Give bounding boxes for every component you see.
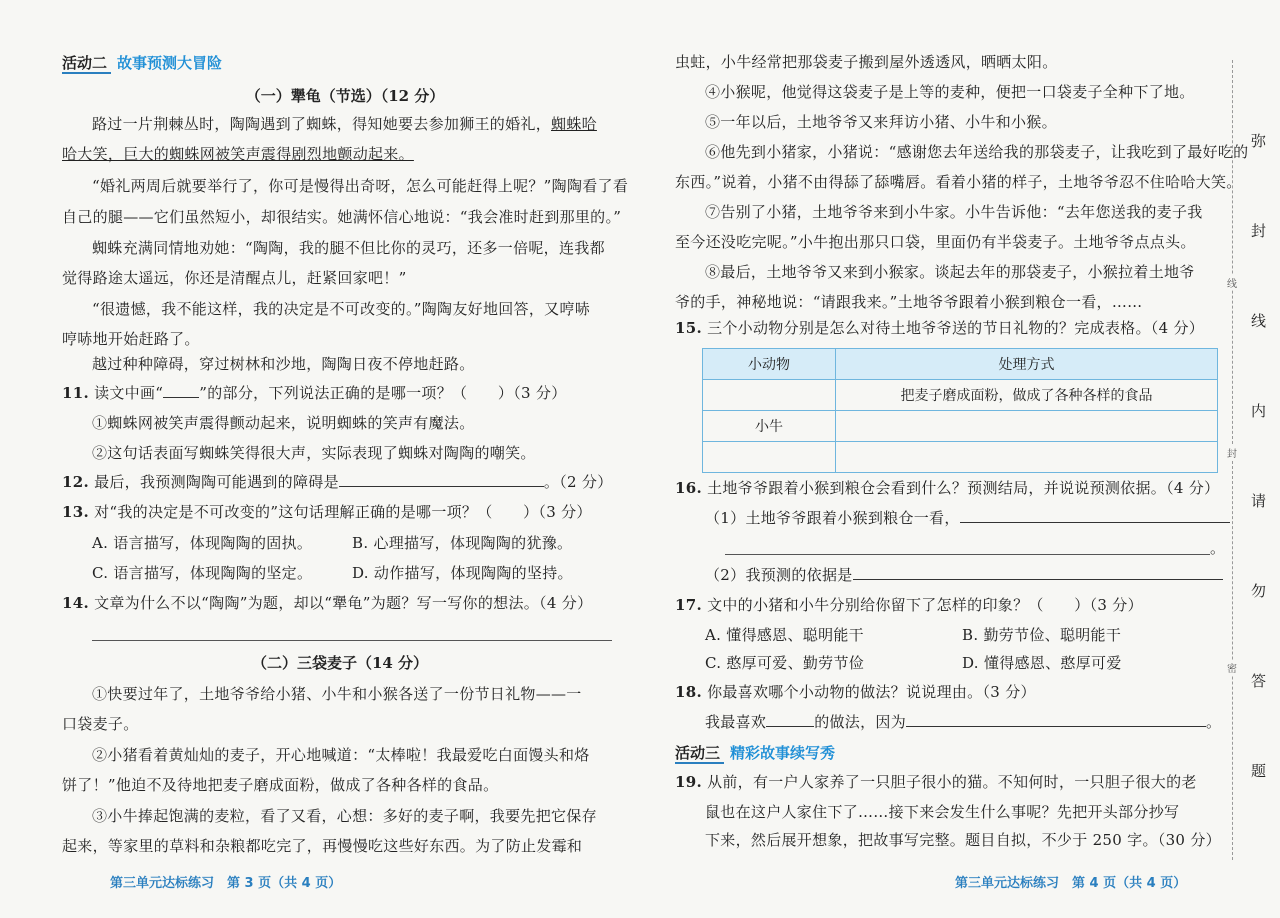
question-19 — [675, 772, 1197, 792]
paragraph-line — [92, 114, 597, 134]
paragraph-line: 至今还没吃完呢。”小牛抱出那只口袋，里面仍有半袋麦子。土地爷爷点点头。 — [675, 233, 1196, 251]
seal-char: 内 — [1251, 402, 1267, 420]
paragraph-line: 东西。”说着，小猪不由得舔了舔嘴唇。看着小猪的样子，土地爷爷忍不住哈哈大笑。 — [675, 173, 1242, 191]
question-number: 14. — [62, 594, 89, 612]
option-d: D. 懂得感恩、憨厚可爱 — [962, 654, 1122, 672]
paragraph-line: “婚礼两周后就要举行了，你可是慢得出奇呀，怎么可能赶得上呢？”陶陶看了看 — [92, 177, 629, 195]
answer-blank[interactable] — [339, 472, 544, 487]
option-a: A. 语言描写，体现陶陶的固执。 — [92, 534, 313, 552]
paragraph-line: 哼哧地开始赶路了。 — [62, 330, 200, 348]
table-cell[interactable] — [703, 442, 836, 473]
paragraph-line: 觉得路途太遥远，你还是清醒点儿，赶紧回家吧！” — [62, 269, 407, 287]
seal-char: 题 — [1251, 762, 1267, 780]
paragraph-line: 起来，等家里的草料和杂粮都吃完了，再慢慢吃这些好东西。为了防止发霉和 — [62, 837, 583, 855]
paragraph-line: 下来，然后展开想象，把故事写完整。题目自拟，不少于 250 字。（30 分） — [705, 831, 1221, 849]
answer-line[interactable] — [725, 554, 1210, 555]
paragraph-line: “很遗憾，我不能这样，我的决定是不可改变的。”陶陶友好地回答，又哼哧 — [92, 300, 591, 318]
question-number: 16. — [675, 479, 702, 497]
question-18 — [675, 682, 1036, 702]
question-text: 三个小动物分别是怎么对待土地爷爷送的节日礼物的？完成表格。（4 分） — [707, 319, 1205, 337]
seal-char: 弥 — [1251, 132, 1267, 150]
question-13 — [62, 502, 592, 522]
answer-blank[interactable] — [906, 712, 1206, 727]
question-number: 19. — [675, 773, 702, 791]
option-c: C. 憨厚可爱、勤劳节俭 — [705, 654, 865, 672]
question-text: 从前，有一户人家养了一只胆子很小的猫。不知何时，一只胆子很大的老 — [707, 773, 1197, 791]
question-text: 我最喜欢 — [705, 713, 767, 731]
table-cell[interactable] — [836, 442, 1218, 473]
underline-mark — [163, 383, 199, 398]
paragraph-line: 鼠也在这户人家住下了……接下来会发生什么事呢？先把开头部分抄写 — [705, 803, 1180, 821]
table-row — [703, 442, 1218, 473]
question-text: （1）土地爷爷跟着小猴到粮仓一看， — [705, 509, 960, 527]
answer-blank[interactable] — [853, 565, 1223, 580]
period-mark: 。 — [1210, 539, 1226, 557]
seal-char: 勿 — [1251, 582, 1267, 600]
underlined-text: 蜘蛛哈 — [551, 115, 597, 133]
seal-char: 线 — [1251, 312, 1267, 330]
paragraph-line: ⑦告别了小猪，土地爷爷来到小牛家。小牛告诉他：“去年您送我的麦子我 — [705, 203, 1203, 221]
question-12 — [62, 472, 613, 492]
paragraph-line: ⑥他先到小猪家，小猪说：“感谢您去年送给我的那袋麦子，让我吃到了最好吃的 — [705, 143, 1249, 161]
question-text: 最后，我预测陶陶可能遇到的障碍是 — [94, 473, 339, 491]
question-number: 11. — [62, 384, 89, 402]
seal-char: 请 — [1251, 492, 1267, 510]
answer-line[interactable] — [92, 640, 612, 641]
answer-blank[interactable] — [960, 508, 1230, 523]
option-b: B. 勤劳节俭、聪明能干 — [962, 626, 1122, 644]
activity-name: 精彩故事续写秀 — [730, 744, 836, 762]
table-cell: 把麦子磨成面粉，做成了各种各样的食品 — [836, 380, 1218, 411]
seal-small-char: 封 — [1227, 445, 1237, 460]
table-row — [703, 380, 1218, 411]
table-header-cell: 小动物 — [703, 349, 836, 380]
text: 路过一片荆棘丛时，陶陶遇到了蜘蛛，得知她要去参加狮王的婚礼， — [92, 115, 552, 133]
activity-tag: 活动二 — [62, 54, 111, 74]
question-text: 土地爷爷跟着小猴到粮仓会看到什么？预测结局，并说说预测依据。（4 分） — [707, 479, 1220, 497]
paragraph-line: 虫蛀，小牛经常把那袋麦子搬到屋外透透风，晒晒太阳。 — [675, 53, 1058, 71]
paragraph-line: 饼了！”他迫不及待地把麦子磨成面粉，做成了各种各样的食品。 — [62, 776, 499, 794]
activity-name: 故事预测大冒险 — [117, 54, 223, 72]
answer-table — [702, 348, 1218, 473]
paragraph-line: ⑧最后，土地爷爷又来到小猴家。谈起去年的那袋麦子，小猴拉着土地爷 — [705, 263, 1195, 281]
option-line: ①蜘蛛网被笑声震得颤动起来，说明蜘蛛的笑声有魔法。 — [92, 414, 475, 432]
question-text: 的做法，因为 — [814, 713, 907, 731]
question-tail: 。（2 分） — [543, 473, 613, 491]
seal-line-sidebar — [1227, 60, 1279, 860]
table-row — [703, 411, 1218, 442]
question-text: ”的部分，下列说法正确的是哪一项？（ ）（3 分） — [199, 384, 567, 402]
option-b: B. 心理描写，体现陶陶的犹豫。 — [352, 534, 573, 552]
question-15 — [675, 318, 1204, 338]
paragraph-line: 越过种种障碍，穿过树林和沙地，陶陶日夜不停地赶路。 — [92, 355, 475, 373]
part-one-title: （一）犟龟（节选）（12 分） — [245, 87, 445, 105]
paragraph-line: 自己的腿——它们虽然短小，却很结实。她满怀信心地说：“我会准时赶到那里的。” — [62, 208, 622, 226]
seal-char: 答 — [1251, 672, 1267, 690]
paragraph-line: ③小牛捧起饱满的麦粒，看了又看，心想：多好的麦子啊，我要先把它保存 — [92, 807, 597, 825]
seal-small-char: 密 — [1227, 660, 1237, 675]
table-header-row — [703, 349, 1218, 380]
option-a: A. 懂得感恩、聪明能干 — [705, 626, 864, 644]
activity-three-header — [675, 742, 835, 763]
question-text: 对“我的决定是不可改变的”这句话理解正确的是哪一项？（ ）（3 分） — [94, 503, 592, 521]
paragraph-line: ⑤一年以后，土地爷爷又来拜访小猪、小牛和小猴。 — [705, 113, 1057, 131]
question-text: 文中的小猪和小牛分别给你留下了怎样的印象？（ ）（3 分） — [707, 596, 1143, 614]
question-number: 18. — [675, 683, 702, 701]
option-d: D. 动作描写，体现陶陶的坚持。 — [352, 564, 573, 582]
activity-tag: 活动三 — [675, 744, 724, 764]
paragraph-line: ④小猴呢，他觉得这袋麦子是上等的麦种，便把一口袋麦子全种下了地。 — [705, 83, 1195, 101]
question-text: （2）我预测的依据是 — [705, 566, 853, 584]
question-text: 你最喜欢哪个小动物的做法？说说理由。（3 分） — [707, 683, 1036, 701]
table-header-cell: 处理方式 — [836, 349, 1218, 380]
answer-blank[interactable] — [766, 712, 814, 727]
table-cell[interactable] — [836, 411, 1218, 442]
question-number: 17. — [675, 596, 702, 614]
option-line: ②这句话表面写蜘蛛笑得很大声，实际表现了蜘蛛对陶陶的嘲笑。 — [92, 444, 536, 462]
seal-small-char: 线 — [1227, 275, 1237, 290]
part-two-title: （二）三袋麦子（14 分） — [251, 654, 429, 672]
question-11 — [62, 383, 567, 403]
question-17 — [675, 595, 1143, 615]
question-text: 文章为什么不以“陶陶”为题，却以“犟龟”为题？写一写你的想法。（4 分） — [94, 594, 593, 612]
table-cell: 小牛 — [703, 411, 836, 442]
paragraph-line: 蜘蛛充满同情地劝她：“陶陶，我的腿不但比你的灵巧，还多一倍呢，连我都 — [92, 239, 605, 257]
seal-char: 封 — [1251, 222, 1267, 240]
question-number: 15. — [675, 319, 702, 337]
question-14 — [62, 593, 592, 613]
question-number: 13. — [62, 503, 89, 521]
paragraph-line: ②小猪看着黄灿灿的麦子，开心地喊道：“太棒啦！我最爱吃白面馒头和烙 — [92, 746, 590, 764]
question-16 — [675, 478, 1219, 498]
question-text: 读文中画“ — [94, 384, 164, 402]
sub-question-1 — [705, 508, 1230, 528]
activity-two-header — [62, 52, 222, 73]
underlined-line: 哈大笑，巨大的蜘蛛网被笑声震得剧烈地颤动起来。 — [62, 145, 414, 163]
option-c: C. 语言描写，体现陶陶的坚定。 — [92, 564, 313, 582]
sub-question-2 — [705, 565, 1223, 585]
page-footer: 第三单元达标练习 第 4 页（共 4 页） — [955, 876, 1187, 891]
answer-line-q18: 我最喜欢 的做法，因为 。 — [705, 713, 1222, 731]
table-cell[interactable] — [703, 380, 836, 411]
question-number: 12. — [62, 473, 89, 491]
paragraph-line: 口袋麦子。 — [62, 715, 139, 733]
page-footer: 第三单元达标练习 第 3 页（共 4 页） — [110, 876, 342, 891]
paragraph-line: ①快要过年了，土地爷爷给小猪、小牛和小猴各送了一份节日礼物——一 — [92, 685, 582, 703]
paragraph-line: 爷的手，神秘地说：“请跟我来。”土地爷爷跟着小猴到粮仓一看，…… — [675, 293, 1143, 311]
